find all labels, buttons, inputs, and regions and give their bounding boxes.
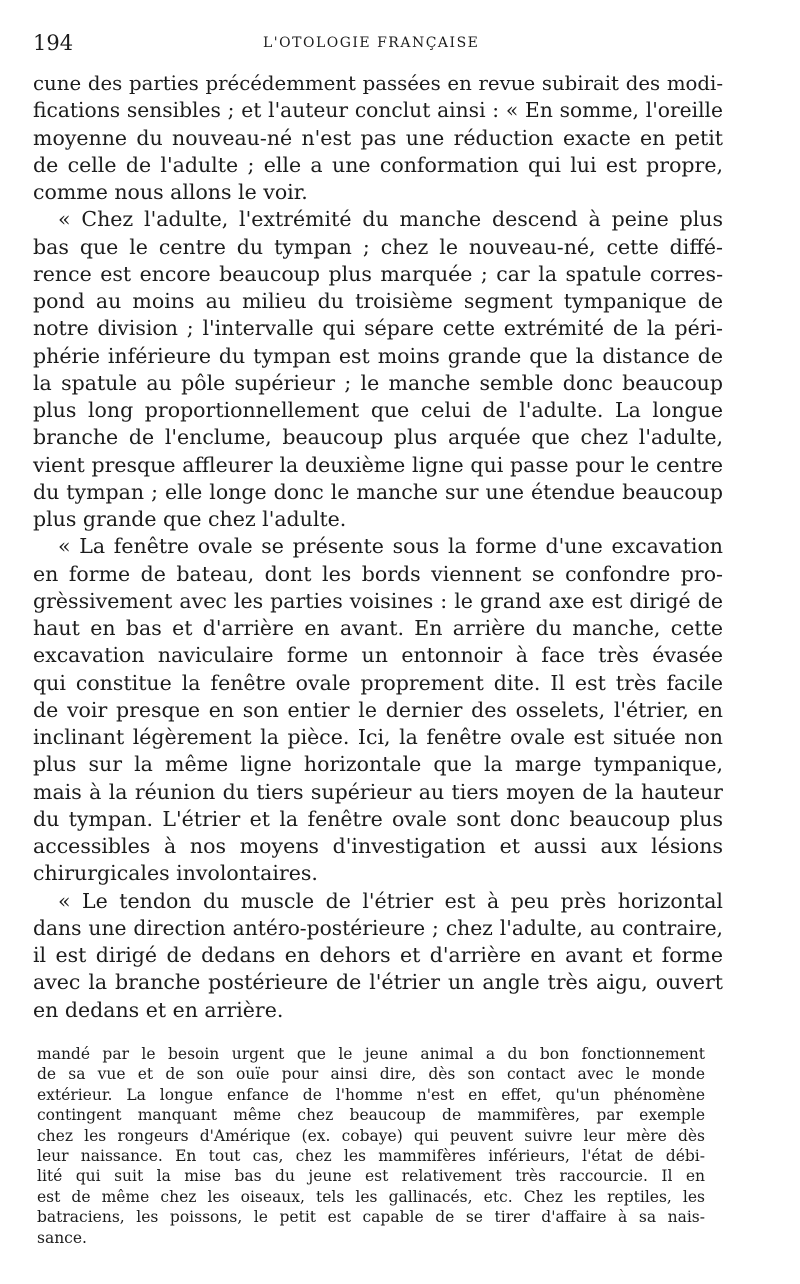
footnote-line: leur naissance. En tout cas, chez les mammifères inférieurs, l'état de débi- [37, 1146, 705, 1165]
footnote-line: extérieur. La longue enfance de l'homme n'est en effet, qu'un phénomène [37, 1085, 705, 1104]
footnote-line: lité qui suit la mise bas du jeune est relativement très raccourcie. Il en [37, 1167, 705, 1186]
text-line: vient presque affleurer la deuxième ligne qui passe pour le centre [33, 452, 723, 477]
text-line: inclinant légèrement la pièce. Ici, la fenêtre ovale est située non [33, 725, 723, 749]
text-line: « Le tendon du muscle de l'étrier est à peu près horizontal [58, 888, 723, 913]
footnote [37, 1044, 705, 1248]
text-line: plus long proportionnellement que celui de l'adulte. La longue [33, 398, 723, 422]
page-number: 194 [33, 31, 74, 55]
text-line: du tympan ; elle longe donc le manche sur une étendue beaucoup [33, 479, 723, 504]
text-line: du tympan. L'étrier et la fenêtre ovale sont donc beaucoup plus [33, 806, 723, 831]
footnote-line: est de même chez les oiseaux, tels les gallinacés, etc. Chez les reptiles, les [37, 1187, 705, 1206]
text-line: comme nous allons le voir. [33, 180, 308, 204]
text-line: plus grande que chez l'adulte. [33, 507, 347, 531]
text-line: de celle de l'adulte ; elle a une conformation qui lui est propre, [33, 152, 723, 177]
text-line: en forme de bateau, dont les bords viennent se confondre pro- [33, 561, 723, 586]
footnote-line: sance. [37, 1228, 87, 1247]
text-line: mais à la réunion du tiers supérieur au tiers moyen de la hauteur [33, 779, 723, 804]
text-line: pond au moins au milieu du troisième segment tympanique de [33, 289, 723, 313]
footnote-line: chez les rongeurs d'Amérique (ex. cobaye) qui peuvent suivre leur mère dès [37, 1126, 705, 1145]
text-line: phérie inférieure du tympan est moins grande que la distance de [33, 343, 723, 368]
page-header [33, 30, 733, 60]
text-line: qui constitue la fenêtre ovale proprement dite. Il est très facile [33, 670, 723, 695]
text-line: notre division ; l'intervalle qui sépare cette extrémité de la péri- [33, 316, 723, 341]
text-line: il est dirigé de dedans en dehors et d'arrière en avant et forme [33, 943, 723, 967]
footnote-line: de sa vue et de son ouïe pour ainsi dire, dès son contact avec le monde [37, 1065, 705, 1084]
text-line: de voir presque en son entier le dernier des osselets, l'étrier, en [33, 697, 723, 722]
text-line: « La fenêtre ovale se présente sous la forme d'une excavation [58, 534, 723, 559]
text-line: bas que le centre du tympan ; chez le nouveau-né, cette diffé- [33, 234, 723, 259]
text-line: chirurgicales involontaires. [33, 861, 318, 886]
footnote-line: batraciens, les poissons, le petit est capable de se tirer d'affaire à sa nais- [37, 1208, 705, 1227]
main-text [33, 70, 723, 1024]
footnote-line: contingent manquant même chez beaucoup de mammifères, par exemple [37, 1106, 705, 1125]
text-line: accessibles à nos moyens d'investigation et aussi aux lésions [33, 834, 723, 858]
text-line: cune des parties précédemment passées en revue subirait des modi- [33, 72, 723, 95]
text-line: fications sensibles ; et l'auteur conclut ainsi : « En somme, l'oreille [33, 98, 723, 123]
text-line: excavation naviculaire forme un entonnoir à face très évasée [33, 643, 723, 668]
text-line: moyenne du nouveau-né n'est pas une réduction exacte en petit [33, 125, 723, 150]
text-line: avec la branche postérieure de l'étrier un angle très aigu, ouvert [33, 970, 723, 995]
text-line: rence est encore beaucoup plus marquée ; car la spatule corres- [33, 261, 723, 286]
text-line: la spatule au pôle supérieur ; le manche semble donc beaucoup [33, 370, 723, 395]
running-title: L'OTOLOGIE FRANÇAISE [263, 35, 480, 51]
text-line: branche de l'enclume, beaucoup plus arquée que chez l'adulte, [33, 425, 723, 450]
text-line: « Chez l'adulte, l'extrémité du manche descend à peine plus [58, 207, 723, 232]
text-line: haut en bas et d'arrière en avant. En arrière du manche, cette [33, 616, 723, 640]
footnote-line: mandé par le besoin urgent que le jeune animal a du bon fonctionnement [37, 1045, 705, 1063]
text-line: en dedans et en arrière. [33, 997, 284, 1022]
text-line: dans une direction antéro-postérieure ; chez l'adulte, au contraire, [33, 915, 723, 940]
text-line: grèssivement avec les parties voisines : le grand axe est dirigé de [33, 588, 723, 613]
text-line: plus sur la même ligne horizontale que la marge tympanique, [33, 752, 723, 777]
